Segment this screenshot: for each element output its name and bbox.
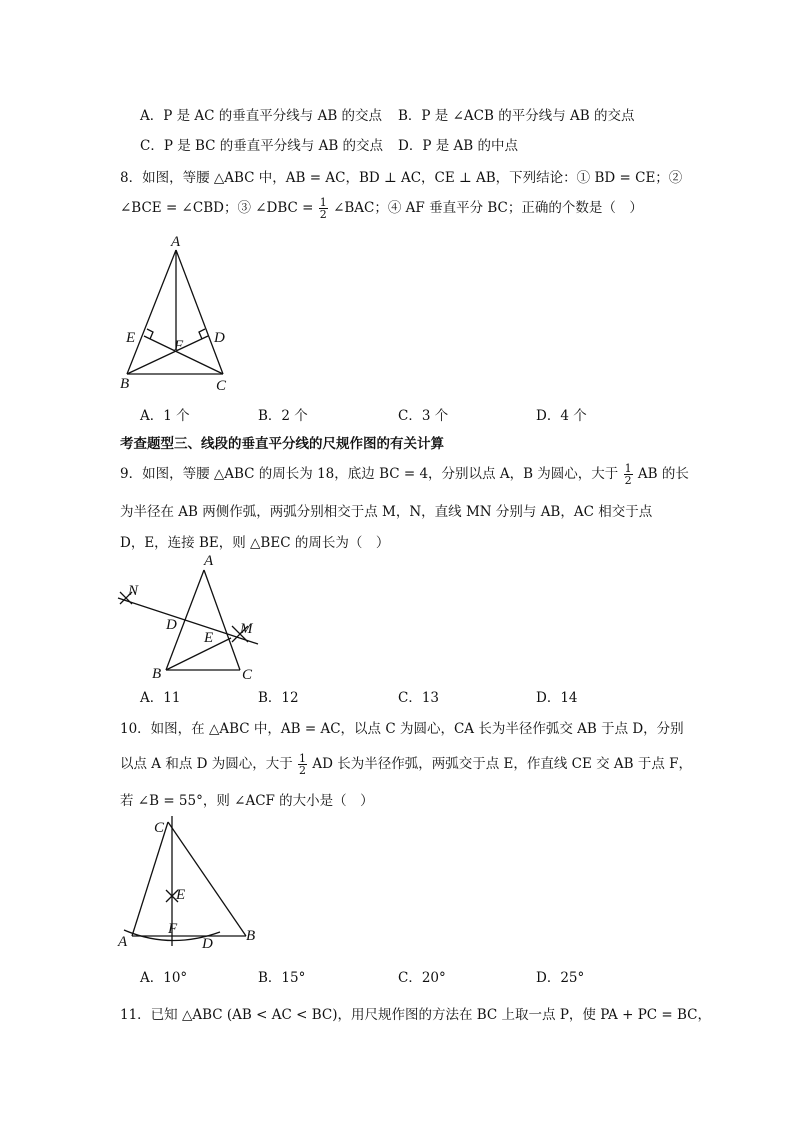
q10-figure <box>110 812 270 960</box>
q9-line1-part1: 9．如图，等腰 △ABC 的周长为 18，底边 BC = 4，分别以点 A，B 为圆心，大于 <box>120 466 619 482</box>
q8-stem-line1: 8．如图，等腰 △ABC 中，AB = AC，BD ⊥ AC，CE ⊥ AB，下列结论：① BD = CE；② <box>120 170 683 186</box>
q8-label-c: C <box>216 378 227 394</box>
q10-option-b: B．15° <box>258 970 306 986</box>
q8-option-c: C．3 个 <box>398 408 449 424</box>
q7-option-a: A．P 是 AC 的垂直平分线与 AB 的交点 <box>140 108 383 124</box>
q9-stem-line2: 为半径在 AB 两侧作弧，两弧分别相交于点 M，N，直线 MN 分别与 AB，AC 相交于点 <box>120 504 653 520</box>
q9-label-n: N <box>128 583 139 599</box>
q10-label-d: D <box>202 936 213 952</box>
q9-label-m: M <box>240 621 253 637</box>
q8-option-b: B．2 个 <box>258 408 308 424</box>
q9-stem-line1 <box>120 462 689 486</box>
q8-side-ab <box>127 250 176 374</box>
q9-stem-line3: D，E，连接 BE，则 △BEC 的周长为（ ） <box>120 535 390 551</box>
q10-side-cb <box>168 822 246 936</box>
q9-label-a: A <box>204 553 214 569</box>
q10-label-e: E <box>176 887 186 903</box>
q10-stem-line1: 10．如图，在 △ABC 中，AB = AC，以点 C 为圆心，CA 长为半径作弧交 AB 于点 D，分别 <box>120 721 684 737</box>
q9-option-b: B．12 <box>258 690 299 706</box>
q10-stem-line2 <box>120 752 692 776</box>
q11-stem-line1: 11．已知 △ABC (AB < AC < BC)，用尺规作图的方法在 BC 上取一点 P，使 PA + PC = BC， <box>120 1007 712 1023</box>
q8-fraction: $\frac{1}{2}$ <box>319 196 327 221</box>
q10-stem-line3: 若 ∠B = 55°，则 ∠ACF 的大小是（ ） <box>120 793 374 809</box>
q9-option-c: C．13 <box>398 690 440 706</box>
q8-line2-part2: ∠BAC；④ AF 垂直平分 BC；正确的个数是（ ） <box>333 200 643 216</box>
q10-line2-part2: AD 长为半径作弧，两弧交于点 E，作直线 CE 交 AB 于点 F， <box>312 756 693 772</box>
q8-label-a: A <box>171 234 181 250</box>
q10-option-c: C．20° <box>398 970 446 986</box>
q8-figure <box>110 230 240 396</box>
q8-option-d: D．4 个 <box>536 408 587 424</box>
q10-label-c: C <box>154 820 165 836</box>
q10-fraction: $\frac{1}{2}$ <box>299 752 307 777</box>
q9-fraction: $\frac{1}{2}$ <box>624 462 632 487</box>
q9-label-e: E <box>204 630 214 646</box>
q8-label-f: F <box>174 338 184 354</box>
q9-option-a: A．11 <box>140 690 181 706</box>
q9-option-d: D．14 <box>536 690 578 706</box>
q9-label-c: C <box>242 667 253 683</box>
q10-label-f: F <box>168 921 178 937</box>
q10-option-a: A．10° <box>140 970 188 986</box>
q8-line2-part1: ∠BCE = ∠CBD；③ ∠DBC = <box>120 200 314 216</box>
q9-label-b: B <box>152 666 162 682</box>
q9-side-ac <box>204 570 240 670</box>
q10-option-d: D．25° <box>536 970 585 986</box>
section-heading: 考查题型三、线段的垂直平分线的尺规作图的有关计算 <box>120 436 444 452</box>
q7-option-d: D．P 是 AB 的中点 <box>398 138 518 154</box>
q8-label-d: D <box>214 330 225 346</box>
q10-line2-part1: 以点 A 和点 D 为圆心，大于 <box>120 756 293 772</box>
q9-figure <box>110 548 270 683</box>
q9-line1-part2: AB 的长 <box>637 466 689 482</box>
q8-stem-line2 <box>120 196 643 220</box>
q7-option-b: B．P 是 ∠ACB 的平分线与 AB 的交点 <box>398 108 635 124</box>
q8-label-e: E <box>126 330 136 346</box>
q8-option-a: A．1 个 <box>140 408 190 424</box>
q10-side-ca <box>132 822 168 936</box>
q7-option-c: C．P 是 BC 的垂直平分线与 AB 的交点 <box>140 138 384 154</box>
q10-label-b: B <box>246 928 256 944</box>
q9-label-d: D <box>166 617 177 633</box>
q8-label-b: B <box>120 376 130 392</box>
q10-label-a: A <box>118 934 128 950</box>
